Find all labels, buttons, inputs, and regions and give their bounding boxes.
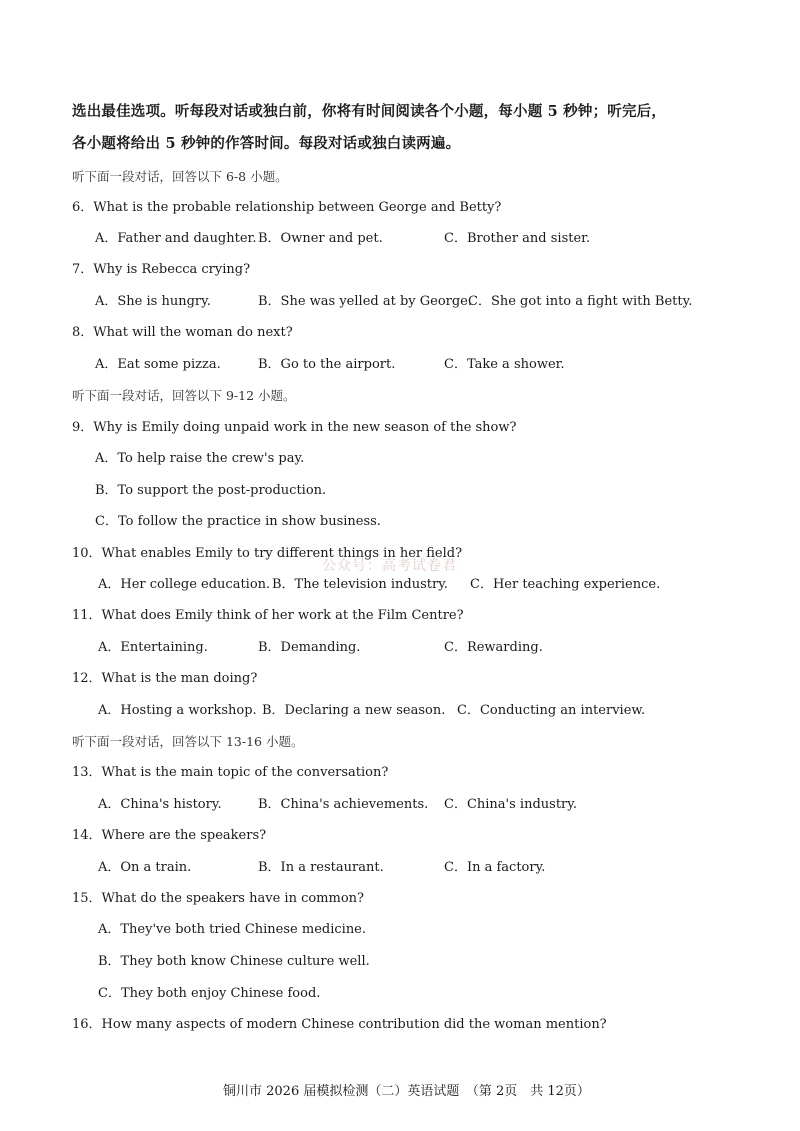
question-7-option-b: B．She was yelled at by George. (258, 294, 473, 309)
question-7-option-c: C．She got into a fight with Betty. (468, 294, 693, 309)
question-12-option-a: A．Hosting a workshop. (98, 703, 257, 718)
question-6-option-c: C．Brother and sister. (444, 231, 591, 246)
question-6-option-a: A．Father and daughter. (95, 231, 257, 246)
question-11: 11．What does Emily think of her work at the Film Centre? (72, 608, 464, 623)
question-15-option-c: C．They both enjoy Chinese food. (98, 986, 321, 1001)
question-12: 12．What is the man doing? (72, 671, 258, 686)
question-14-option-c: C．In a factory. (444, 860, 546, 875)
question-13-option-b: B．China's achievements. (258, 797, 429, 812)
question-8-option-b: B．Go to the airport. (258, 357, 396, 372)
question-7-option-a: A．She is hungry. (95, 294, 211, 309)
question-15-option-b: B．They both know Chinese culture well. (98, 954, 370, 969)
question-8-option-a: A．Eat some pizza. (95, 357, 221, 372)
question-9-option-c: C．To follow the practice in show business. (95, 514, 381, 529)
instruction-line-2: 各小题将给出 5 秒钟的作答时间。每段对话或独白读两遍。 (72, 135, 461, 152)
question-16: 16．How many aspects of modern Chinese contribution did the woman mention? (72, 1017, 607, 1032)
question-12-option-b: B．Declaring a new season. (262, 703, 446, 718)
page-footer: 铜川市 2026 届模拟检测（二）英语试题 （第 2页 共 12页） (223, 1084, 590, 1099)
section-heading-6-8: 听下面一段对话，回答以下 6-8 小题。 (72, 169, 288, 184)
question-10-option-b: B．The television industry. (272, 577, 448, 592)
question-6-option-b: B．Owner and pet. (258, 231, 383, 246)
question-15: 15．What do the speakers have in common? (72, 891, 364, 906)
question-14: 14．Where are the speakers? (72, 828, 267, 843)
question-13-option-c: C．China's industry. (444, 797, 578, 812)
question-9: 9．Why is Emily doing unpaid work in the new season of the show? (72, 420, 517, 435)
question-10-option-c: C．Her teaching experience. (470, 577, 661, 592)
section-heading-9-12: 听下面一段对话，回答以下 9-12 小题。 (72, 388, 296, 403)
question-11-option-a: A．Entertaining. (98, 640, 208, 655)
question-15-option-a: A．They've both tried Chinese medicine. (98, 922, 367, 937)
instruction-line-1: 选出最佳选项。听每段对话或独白前，你将有时间阅读各个小题，每小题 5 秒钟；听完后， (72, 103, 667, 120)
question-14-option-b: B．In a restaurant. (258, 860, 384, 875)
question-12-option-c: C．Conducting an interview. (457, 703, 646, 718)
question-6: 6．What is the probable relationship between George and Betty? (72, 200, 502, 215)
question-11-option-b: B．Demanding. (258, 640, 361, 655)
question-14-option-a: A．On a train. (98, 860, 192, 875)
question-10: 10．What enables Emily to try different things in her field? (72, 546, 463, 561)
question-8-option-c: C．Take a shower. (444, 357, 565, 372)
question-9-option-a: A．To help raise the crew's pay. (95, 451, 305, 466)
question-10-option-a: A．Her college education. (98, 577, 271, 592)
question-11-option-c: C．Rewarding. (444, 640, 543, 655)
question-7: 7．Why is Rebecca crying? (72, 262, 251, 277)
watermark: 公众号：高考试卷君 (322, 558, 457, 574)
question-8: 8．What will the woman do next? (72, 325, 293, 340)
question-13: 13．What is the main topic of the conversation? (72, 765, 389, 780)
question-13-option-a: A．China's history. (98, 797, 222, 812)
question-9-option-b: B．To support the post-production. (95, 483, 327, 498)
section-heading-13-16: 听下面一段对话，回答以下 13-16 小题。 (72, 734, 304, 749)
